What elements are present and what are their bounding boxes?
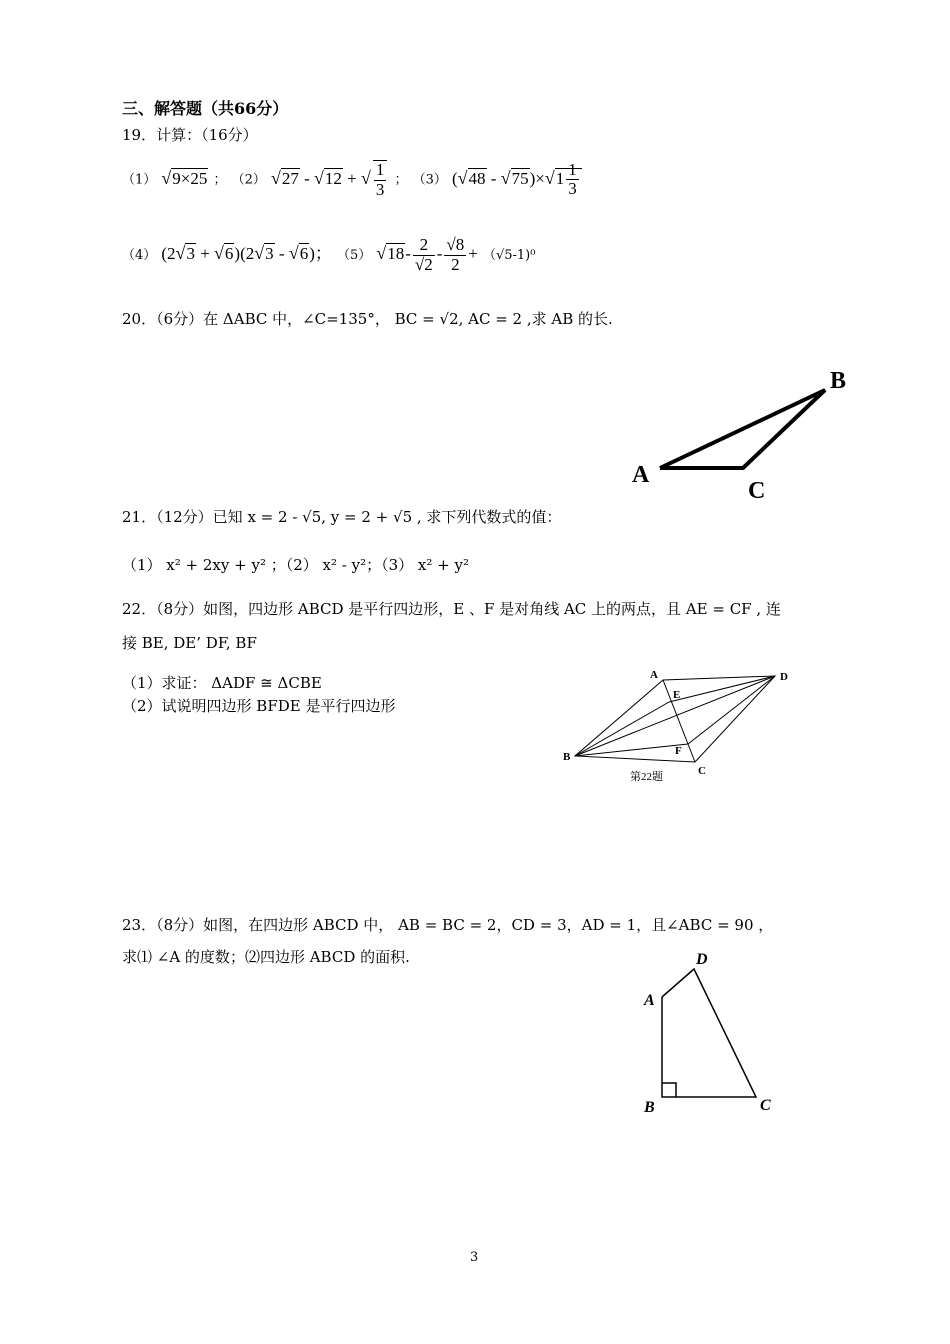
q19-p5-label: （5） [336, 248, 372, 264]
q19-p5-tail: （√5-1)⁰ [482, 248, 536, 264]
label-D: D [780, 671, 788, 683]
triangle-abc [660, 390, 825, 468]
q22-part1: （1）求证： ΔADF ≅ ΔCBE [122, 674, 322, 692]
q22-parallelogram-figure [555, 660, 805, 790]
q22-heading: 22．（8分）如图，四边形 ABCD 是平行四边形，E 、F 是对角线 AC 上的两点，且 AE = CF , 连 [122, 600, 781, 618]
q23-heading: 23．（8分）如图，在四边形 ABCD 中， AB = BC = 2，CD = 3，AD = 1，且∠ABC = 90 ， [122, 916, 774, 934]
q19-heading: 19．计算：（16分） [122, 126, 258, 144]
label-A: A [632, 462, 650, 488]
q23-quadrilateral-figure [630, 945, 790, 1125]
q20-triangle-figure [620, 360, 860, 505]
q19-p1-expr: 9×25 [172, 168, 208, 188]
q22-part2: （2）试说明四边形 BFDE 是平行四边形 [122, 697, 396, 715]
section-title: 三、解答题（共66分） [122, 99, 289, 118]
label-B: B [644, 1099, 655, 1116]
diagonal-bd [575, 676, 775, 756]
label-C: C [748, 478, 766, 504]
label-A: A [644, 992, 655, 1009]
quadrilateral-abcd [662, 969, 756, 1097]
figure-caption: 第22题 [630, 771, 663, 783]
label-D: D [696, 951, 708, 968]
label-C: C [698, 765, 706, 777]
q19-p3-label: （3） [412, 172, 447, 188]
q19-p3-a: 48 [468, 168, 486, 188]
label-C: C [760, 1097, 771, 1114]
right-angle-mark [662, 1083, 676, 1097]
q19-p2-label: （2） [231, 172, 266, 188]
q19-p2-b: 12 [324, 168, 342, 188]
q19-p3-b: 75 [511, 168, 529, 188]
q21-parts: （1） x² + 2xy + y² ；（2） x² - y²；（3） x² + y² [122, 556, 469, 574]
label-A: A [650, 669, 658, 681]
q19-row1: （1） √9×25 ； （2） √27 - √12 + √ $\frac{1}{3}$ ； （3） (√48 - √75)×√1 $\frac{1}{3}$ [122, 160, 582, 210]
q19-p4-label: （4） [122, 248, 157, 264]
q22-heading-2: 接 BE, DE’ DF, BF [122, 634, 257, 652]
q20-heading: 20．（6分）在 ΔABC 中，∠C=135°， BC = √2, AC = 2 ,求 AB 的长. [122, 310, 613, 328]
label-B: B [830, 368, 847, 394]
page-number: 3 [470, 1250, 479, 1265]
q23-heading-2: 求⑴ ∠A 的度数；⑵四边形 ABCD 的面积. [122, 948, 410, 966]
q19-p2-a: 27 [281, 168, 299, 188]
q19-p1-label: （1） [122, 172, 157, 188]
q19-row2: （4） (2√3 + √6)(2√3 - √6)； （5） √18- $\frac{2}{√2}$ - $\frac{√8}{2}$ + （√5-1)⁰ [122, 235, 536, 274]
q21-heading: 21．（12分）已知 x = 2 - √5, y = 2 + √5 , 求下列代数式的值： [122, 508, 562, 526]
label-E: E [673, 689, 681, 701]
label-F: F [675, 745, 682, 757]
label-B: B [563, 751, 571, 763]
